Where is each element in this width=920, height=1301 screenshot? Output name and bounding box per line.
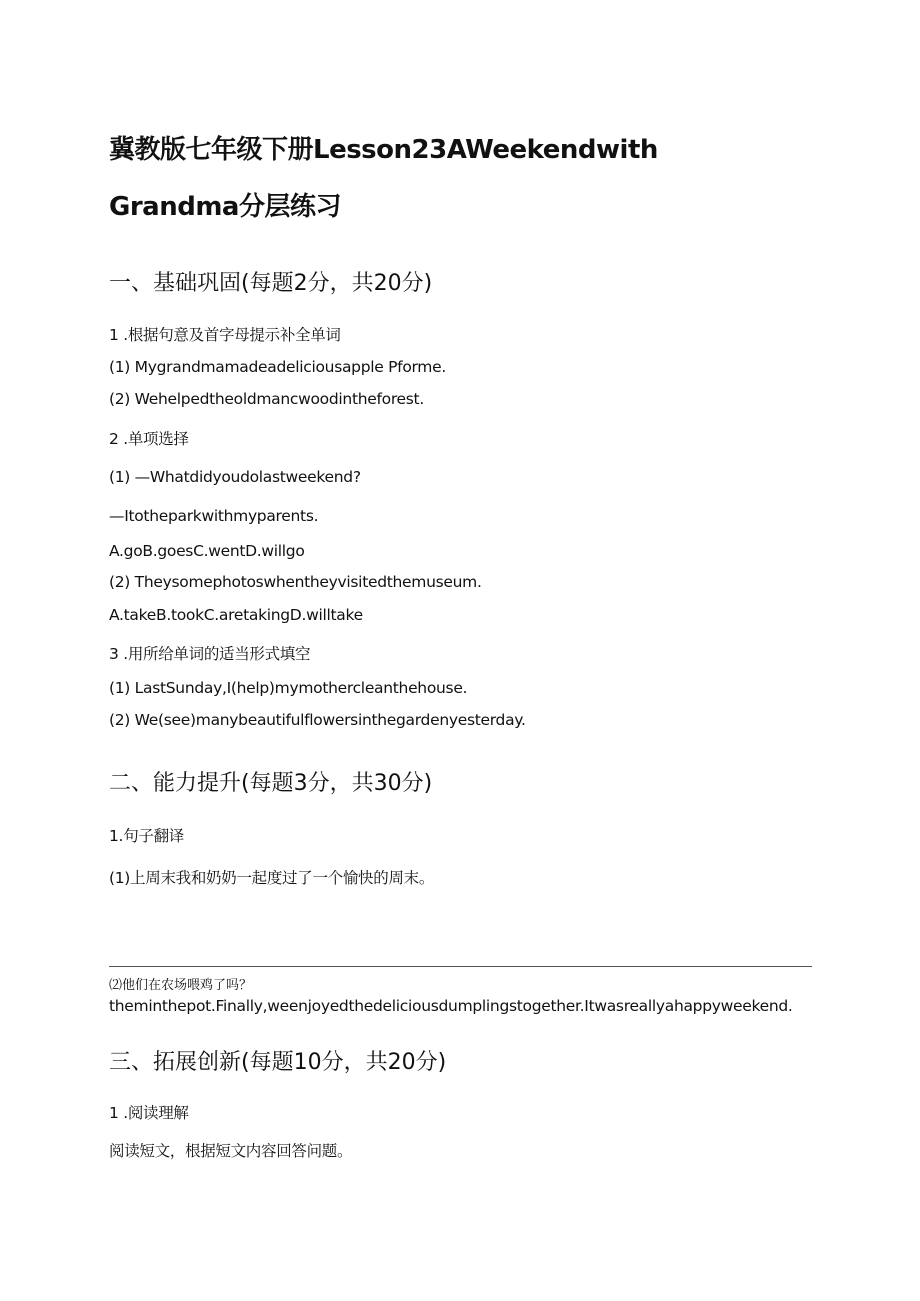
question-item: (2) Wehelpedtheoldmancwoodintheforest.: [109, 390, 424, 408]
question-item: (1) Mygrandmamadeadeliciousapple Pforme.: [109, 358, 446, 376]
section-heading-basic: 一、基础巩固(每题2分，共20分): [109, 271, 433, 296]
section-heading-ability: 二、能力提升(每题3分，共30分): [109, 771, 433, 796]
reading-instruction: 阅读短文，根据短文内容回答问题。: [109, 1142, 353, 1160]
question-dialogue-answer: —Itotheparkwithmyparents.: [109, 507, 319, 525]
question-item: (1)上周末我和奶奶一起度过了一个愉快的周末。: [109, 869, 435, 887]
answer-line: [109, 966, 812, 967]
question-item: (1) LastSunday,I(help)mymothercleanthehouse.: [109, 679, 468, 697]
question-item: ⑵他们在农场喂鸡了吗？: [109, 978, 253, 993]
stray-text-line: theminthepot.Finally,weenjoyedthedeliciousdumplingstogether.Itwasreallyahappyweekend.: [109, 997, 793, 1015]
question-item: (1) —Whatdidyoudolastweekend?: [109, 468, 361, 486]
question-instruction: 3 .用所给单词的适当形式填空: [109, 645, 311, 663]
document-title-line1: 冀教版七年级下册Lesson23AWeekendwith: [109, 135, 658, 165]
question-options: A.takeB.tookC.aretakingD.willtake: [109, 606, 363, 624]
question-item: (2) Theysomephotoswhentheyvisitedthemuseum.: [109, 573, 482, 591]
question-instruction: 1 .根据句意及首字母提示补全单词: [109, 326, 341, 344]
question-item: (2) We(see)manybeautifulflowersinthegardenyesterday.: [109, 711, 526, 729]
question-instruction: 1.句子翻译: [109, 827, 184, 845]
question-instruction: 1 .阅读理解: [109, 1104, 189, 1122]
question-instruction: 2 .单项选择: [109, 430, 189, 448]
question-options: A.goB.goesC.wentD.willgo: [109, 542, 305, 560]
document-title-line2: Grandma分层练习: [109, 192, 341, 222]
section-heading-extension: 三、拓展创新(每题10分，共20分): [109, 1050, 447, 1075]
